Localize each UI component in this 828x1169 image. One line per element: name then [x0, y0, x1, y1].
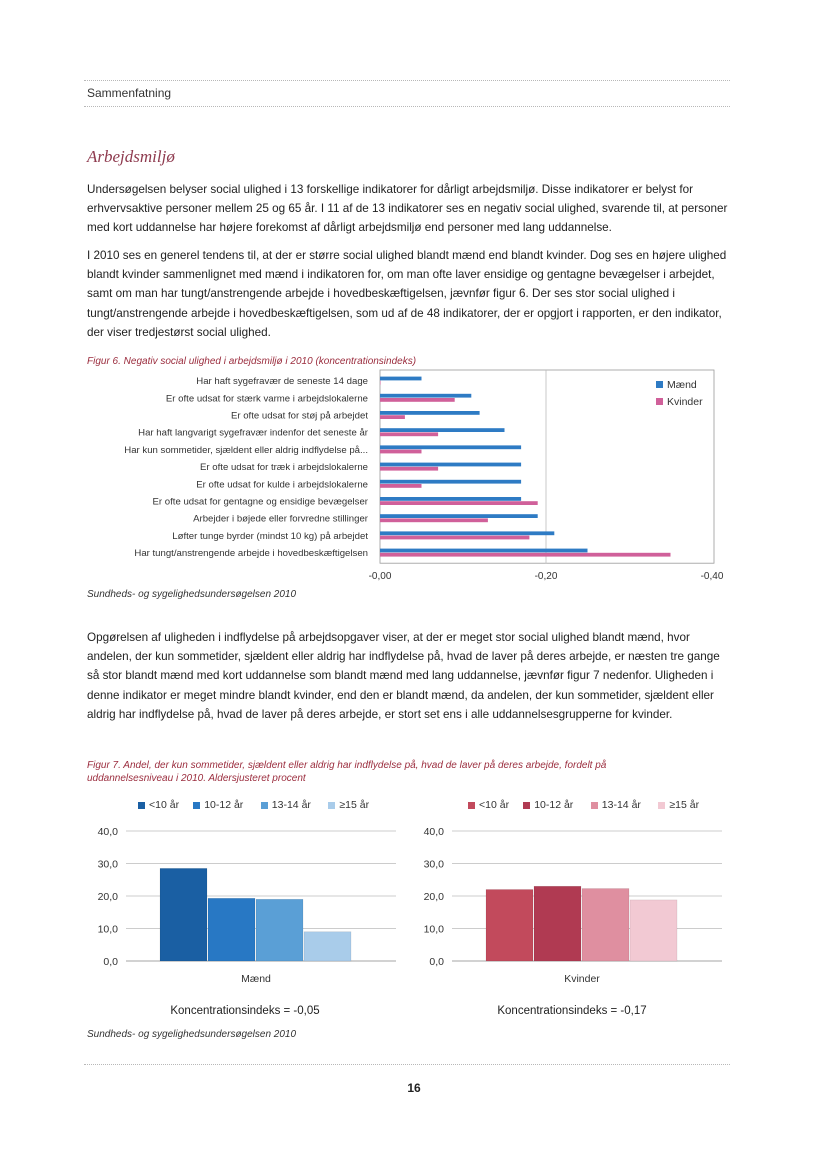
paragraph-3: Opgørelsen af uligheden i indflydelse på arbejdsopgaver viser, at der er meget stor social ulighed blandt mænd, hvor andelen, der kun sommetider, sjældent eller aldrig har indflydelse på, hvad de laver på deres arbejde, er næsten tre gange så stor blandt mænd med kort uddannelse som blandt mænd med lang uddannelse, jævnfør figur 7 nedenfor. Uligheden i denne indikator er meget mindre blandt kvinder, end den er blandt mænd, da andelen, der kun sommetider, sjældent eller aldrig har indflydelse på, hvad de laver på deres arbejde, er stort set ens i alle uddannelsesgrupperne for kvinder.: [87, 631, 720, 721]
bar-maend: [380, 514, 538, 518]
bar-kvinder: [380, 381, 381, 385]
figure-7-maend-chart: [84, 820, 404, 992]
bar: [304, 932, 351, 961]
bar-maend: [380, 463, 521, 467]
figure-6-chart: [84, 366, 734, 588]
bar: [160, 868, 207, 961]
category-label: Er ofte udsat for træk i arbejdslokalerne: [200, 462, 368, 474]
bar-kvinder: [380, 398, 455, 402]
legend-item: [658, 799, 699, 811]
legend-swatch: [193, 802, 200, 809]
legend-swatch: [523, 802, 530, 809]
legend-item: [328, 799, 369, 811]
legend-swatch: [591, 802, 598, 809]
figure-7-left-index: Koncentrationsindeks = -0,05: [170, 1005, 320, 1017]
y-tick-label: 40,0: [423, 826, 444, 838]
legend-label: 10-12 år: [204, 799, 244, 811]
legend-label: <10 år: [149, 799, 180, 811]
header-rule-bottom: [84, 106, 730, 107]
bar: [486, 890, 533, 962]
y-tick-label: 30,0: [423, 858, 444, 871]
legend-item: [468, 799, 509, 811]
legend-label: 13-14 år: [601, 799, 641, 811]
x-axis-label: Mænd: [241, 973, 271, 985]
figure-6-caption: Figur 6. Negativ social ulighed i arbejdsmiljø i 2010 (koncentrationsindeks): [87, 356, 417, 367]
bar: [534, 886, 581, 961]
legend-swatch: [138, 802, 145, 809]
y-tick-label: 0,0: [103, 956, 118, 968]
x-tick-label: -0,00: [368, 571, 392, 583]
category-label: Har kun sommetider, sjældent eller aldrig indflydelse på...: [124, 444, 368, 456]
category-label: Arbejder i bøjede eller forvredne stillinger: [193, 513, 368, 525]
legend-item: [591, 799, 641, 811]
figure-7-right-legend: [468, 799, 728, 813]
legend-swatch: [656, 381, 663, 388]
legend-swatch: [658, 802, 665, 809]
legend-item: [138, 799, 179, 811]
y-tick-label: 20,0: [423, 891, 444, 903]
bar-maend: [380, 497, 521, 501]
header-rule: [84, 80, 730, 81]
bar-kvinder: [380, 415, 405, 419]
figure-7-kvinder-chart: [410, 820, 730, 992]
section-label: Sammenfatning: [87, 86, 172, 100]
bar-kvinder: [380, 536, 529, 540]
y-tick-label: 20,0: [97, 891, 118, 903]
bar: [256, 899, 303, 961]
bar-kvinder: [380, 553, 671, 557]
bar-kvinder: [380, 467, 438, 471]
category-label: Er ofte udsat for kulde i arbejdslokalerne: [196, 479, 368, 491]
legend-item: [523, 799, 573, 811]
section-heading: Arbejdsmiljø: [87, 147, 175, 166]
paragraph-1: Undersøgelsen belyser social ulighed i 13 forskellige indikatorer for dårligt arbejdsmiljø. Disse indikatorer er belyst for erhvervsaktive personer mellem 25 og 65 år. I 11 af de 13 indikatorer ses en negativ social ulighed, svarende til, at personer med kort uddannelse har højere forekomst af dårligt arbejdsmiljø end personer med lang uddannelse.: [87, 183, 728, 235]
legend-swatch: [261, 802, 268, 809]
bar: [582, 889, 629, 961]
category-label: Er ofte udsat for støj på arbejdet: [230, 410, 368, 422]
page-number: 16: [407, 1081, 421, 1095]
legend-swatch: [328, 802, 335, 809]
bar-maend: [380, 428, 505, 432]
bar: [208, 898, 255, 961]
category-label: Er ofte udsat for gentagne og ensidige bevægelser: [152, 496, 368, 508]
paragraph-2: I 2010 ses en generel tendens til, at der er større social ulighed blandt mænd end blandt kvinder. Dog ses en højere ulighed blandt kvinder sammenlignet med mænd i indikatoren for, om man ofte laver ensidige og gentagne bevægelser i arbejdet, samt om man har tungt/anstrengende arbejde i hovedbeskæftigelsen, jævnfør figur 6. Der ses stor social ulighed i tungt/anstrengende arbejde i hovedbeskæftigelsen, som ud af de 48 indikatorer, der er opgjort i rapporten, er den indikator, der viser tredjestørst social ulighed.: [87, 249, 727, 339]
x-tick-label: -0,20: [534, 571, 558, 583]
legend-swatch: [468, 802, 475, 809]
y-tick-label: 10,0: [97, 923, 118, 936]
bar-maend: [380, 549, 588, 553]
y-tick-label: 40,0: [97, 826, 118, 838]
legend-label: 10-12 år: [534, 799, 574, 811]
legend-item: [261, 799, 311, 811]
legend-item: [193, 799, 243, 811]
category-label: Har haft sygefravær de seneste 14 dage: [196, 376, 368, 388]
legend-label: 13-14 år: [271, 799, 311, 811]
bar-maend: [380, 411, 480, 415]
y-tick-label: 30,0: [97, 858, 118, 871]
bar-kvinder: [380, 484, 422, 488]
bar-maend: [380, 377, 422, 381]
bar-kvinder: [380, 501, 538, 505]
legend-label: ≥15 år: [669, 799, 700, 811]
y-tick-label: 0,0: [429, 956, 444, 968]
figure-7-caption-line1: Figur 7. Andel, der kun sommetider, sjældent eller aldrig har indflydelse på, hvad de laver på deres arbejde, fordelt på: [87, 760, 607, 771]
x-axis-label: Kvinder: [564, 973, 600, 985]
figure-6-source: Sundheds- og sygelighedsundersøgelsen 2010: [87, 589, 297, 600]
category-label: Har tungt/anstrengende arbejde i hovedbeskæftigelsen: [134, 548, 368, 560]
figure-7-source: Sundheds- og sygelighedsundersøgelsen 2010: [87, 1029, 297, 1040]
y-tick-label: 10,0: [423, 923, 444, 936]
bar-maend: [380, 480, 521, 484]
figure-7-left-legend: [138, 799, 398, 813]
legend-label: Mænd: [667, 379, 697, 391]
category-label: Løfter tunge byrder (mindst 10 kg) på arbejdet: [172, 530, 368, 542]
bar-maend: [380, 394, 471, 398]
legend-label: ≥15 år: [339, 799, 370, 811]
x-tick-label: -0,40: [700, 571, 724, 583]
bar-kvinder: [380, 450, 422, 454]
bar-maend: [380, 531, 554, 535]
category-label: Har haft langvarigt sygefravær indenfor det seneste år: [138, 427, 368, 439]
bar-kvinder: [380, 518, 488, 522]
legend-swatch: [656, 398, 663, 405]
footer-rule: [84, 1064, 730, 1065]
legend-label: <10 år: [479, 799, 510, 811]
bar: [630, 900, 677, 961]
legend-label: Kvinder: [667, 396, 703, 408]
figure-7-right-index: Koncentrationsindeks = -0,17: [497, 1005, 647, 1017]
bar-kvinder: [380, 432, 438, 436]
bar-maend: [380, 445, 521, 449]
figure-7-caption-line2: uddannelsesniveau i 2010. Aldersjusteret procent: [87, 773, 306, 784]
category-label: Er ofte udsat for stærk varme i arbejdslokalerne: [165, 393, 368, 405]
